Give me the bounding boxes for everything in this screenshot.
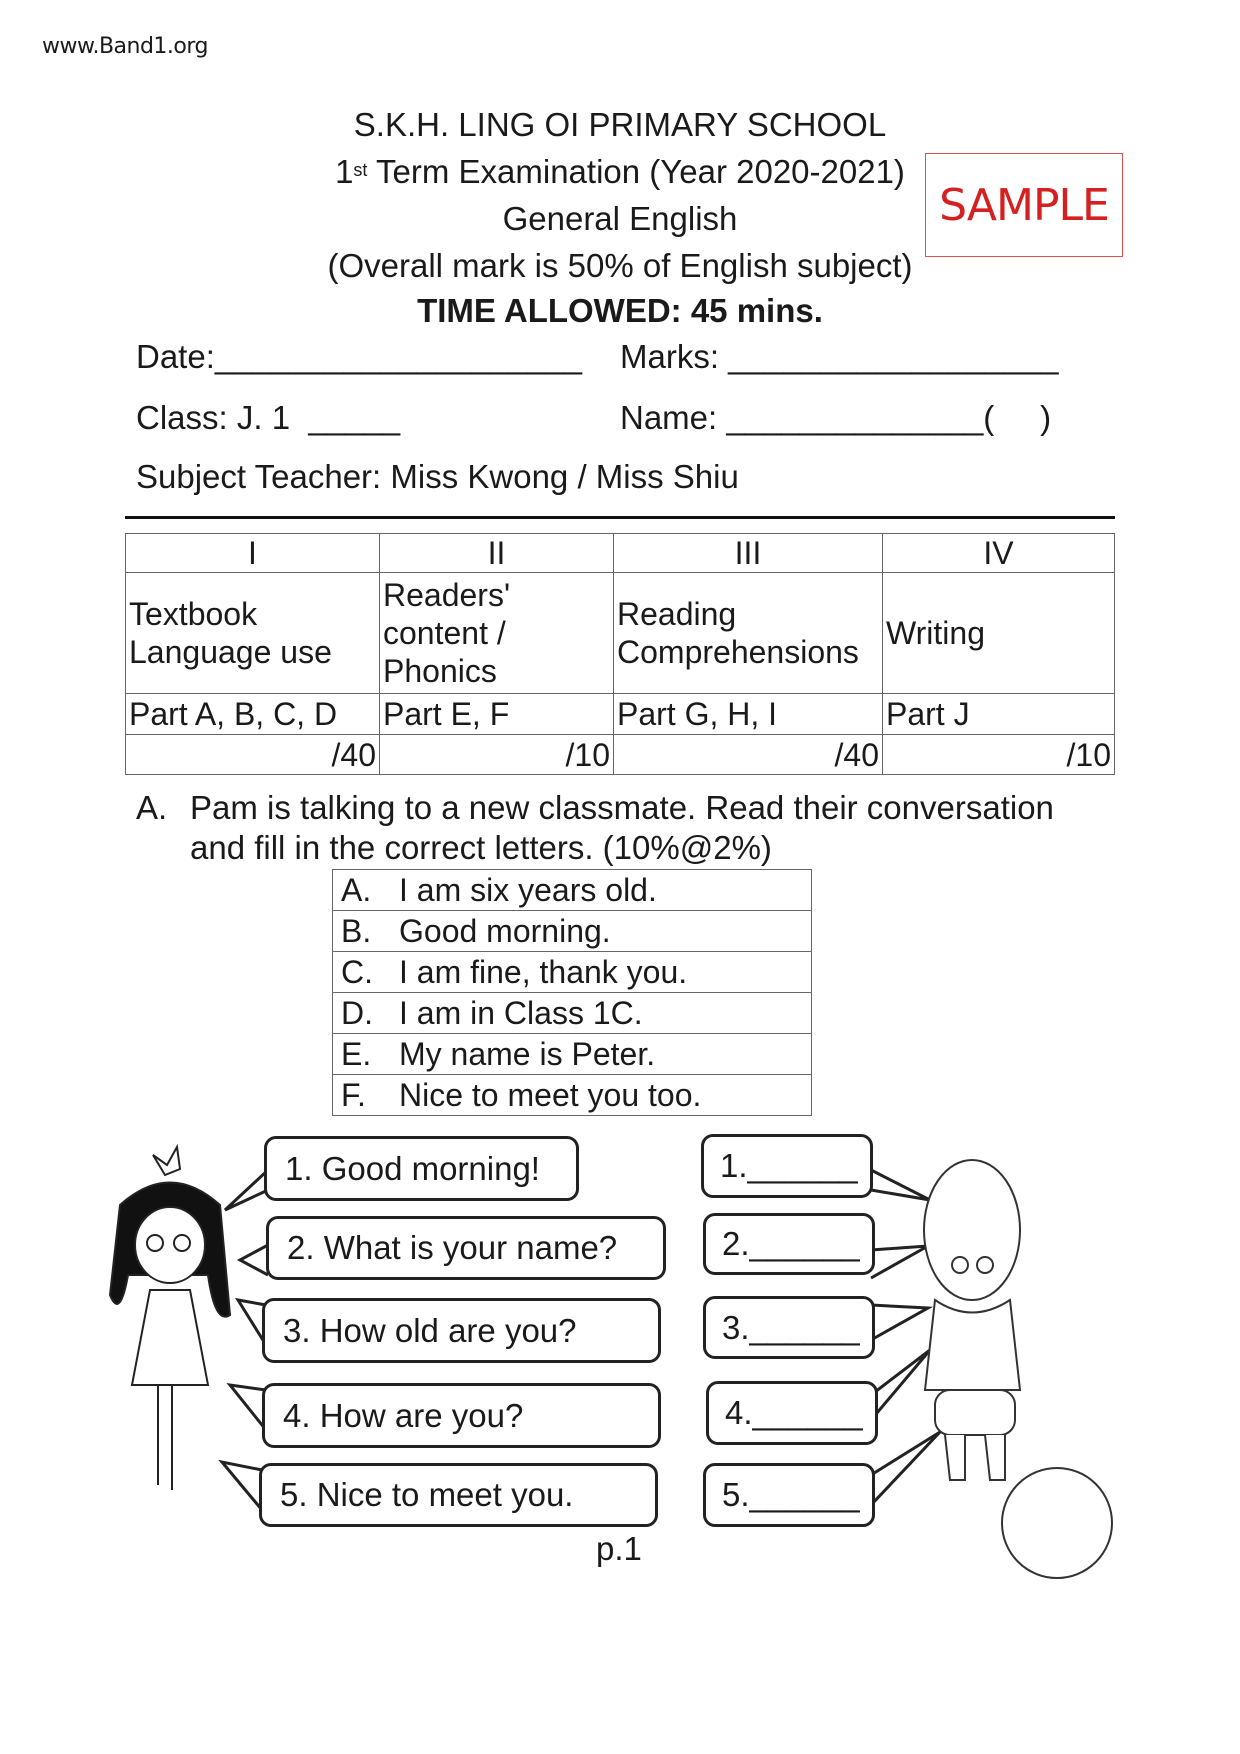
question-bubble: 4. How are you?: [262, 1383, 661, 1448]
section-name: Textbook Language use: [126, 573, 380, 694]
section-name: Readers' content / Phonics: [380, 573, 614, 694]
subject-title: General English: [502, 200, 738, 237]
page-number: p.1: [596, 1530, 642, 1567]
option-row: B. Good morning.: [333, 911, 812, 952]
class-field[interactable]: Class: J. 1 _____: [136, 399, 401, 436]
answer-bubble[interactable]: 3.______: [703, 1296, 875, 1359]
date-field[interactable]: Date:____________________: [136, 338, 582, 375]
answer-bubble[interactable]: 2.______: [703, 1213, 875, 1275]
answer-bubble[interactable]: 5.______: [703, 1463, 875, 1527]
col-numeral: II: [380, 534, 614, 573]
section-parts: Part G, H, I: [614, 694, 883, 735]
section-parts: Part J: [883, 694, 1115, 735]
section-name: Reading Comprehensions: [614, 573, 883, 694]
school-name: S.K.H. LING OI PRIMARY SCHOOL: [353, 106, 887, 143]
section-parts: Part A, B, C, D: [126, 694, 380, 735]
girl-illustration: [110, 1147, 230, 1490]
name-field[interactable]: Name: ______________( ): [620, 399, 1052, 436]
time-allowed: TIME ALLOWED: 45 mins.: [417, 292, 823, 329]
answer-circle: [1002, 1468, 1112, 1578]
answer-bubble[interactable]: 1.______: [701, 1134, 873, 1198]
section-a-instructions: A. Pam is talking to a new classmate. Read their conversation and fill in the correct letters. (10%@2%): [136, 789, 1054, 866]
col-numeral: IV: [883, 534, 1115, 573]
subject-teacher: Subject Teacher: Miss Kwong / Miss Shiu: [136, 458, 739, 495]
option-row: D. I am in Class 1C.: [333, 993, 812, 1034]
section-name: Writing: [883, 573, 1115, 694]
col-numeral: III: [614, 534, 883, 573]
question-bubble: 1. Good morning!: [264, 1136, 579, 1201]
section-total: /10: [883, 735, 1115, 775]
option-row: C. I am fine, thank you.: [333, 952, 812, 993]
question-bubble: 3. How old are you?: [262, 1298, 661, 1363]
marks-field[interactable]: Marks: __________________: [620, 338, 1059, 375]
option-row: F. Nice to meet you too.: [333, 1075, 812, 1116]
option-row: A. I am six years old.: [333, 870, 812, 911]
col-numeral: I: [126, 534, 380, 573]
answer-bubble[interactable]: 4.______: [706, 1381, 878, 1445]
option-row: E. My name is Peter.: [333, 1034, 812, 1075]
term-title: 1st Term Examination (Year 2020-2021): [335, 153, 905, 190]
sample-stamp: SAMPLE: [925, 153, 1123, 257]
section-total: /40: [614, 735, 883, 775]
section-total: /10: [380, 735, 614, 775]
section-total: /40: [126, 735, 380, 775]
question-bubble: 5. Nice to meet you.: [259, 1463, 658, 1527]
overall-note: (Overall mark is 50% of English subject): [327, 247, 913, 284]
question-bubble: 2. What is your name?: [266, 1216, 666, 1280]
watermark: www.Band1.org: [42, 34, 209, 59]
section-parts: Part E, F: [380, 694, 614, 735]
